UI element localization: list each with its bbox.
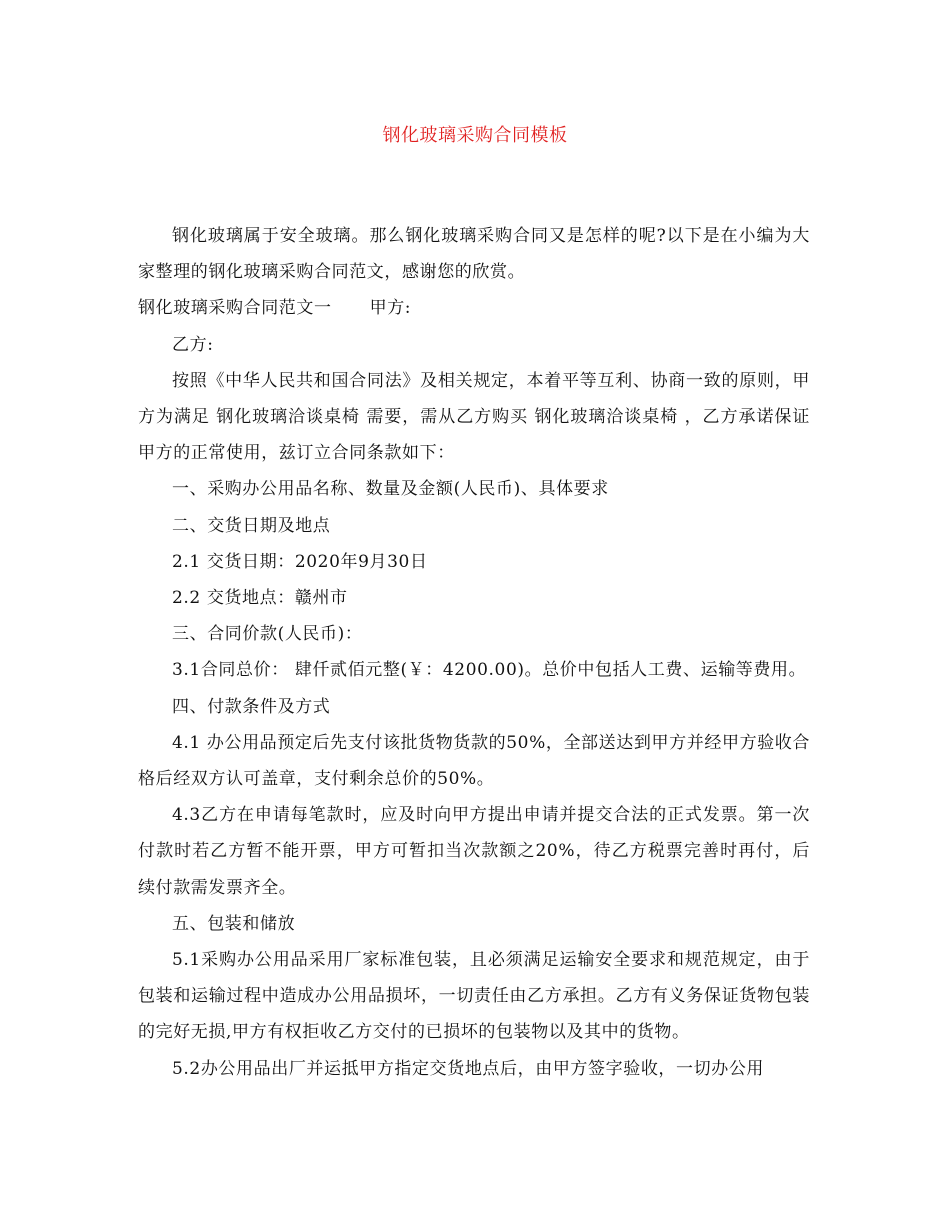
- clause-2-2: 2.2 交货地点：赣州市: [172, 588, 348, 609]
- clause-5-1: 5.1采购办公用品采用厂家标准包装，且必须满足运输安全要求和规范规定，由于包装和运输过程中造成办公用品损坏，一切责任由乙方承担。乙方有义务保证货物包装的完好无损,甲方有权拒收乙方交付的已损坏的包装物以及其中的货物。: [138, 950, 810, 1043]
- intro-paragraph: 钢化玻璃属于安全玻璃。那么钢化玻璃采购合同又是怎样的呢?以下是在小编为大家整理的钢化玻璃采购合同范文，感谢您的欣赏。: [138, 226, 810, 283]
- sample-heading-line: [138, 290, 810, 326]
- preamble-paragraph: 按照《中华人民共和国合同法》及相关规定，本着平等互利、协商一致的原则，甲方为满足 钢化玻璃洽谈桌椅 需要，需从乙方购买 钢化玻璃洽谈桌椅 ，乙方承诺保证甲方的正常使用，兹订立合同条款如下：: [138, 370, 810, 464]
- section-4-heading: 四、付款条件及方式: [172, 696, 331, 717]
- clause-4-3: 4.3乙方在申请每笔款时，应及时向甲方提出申请并提交合法的正式发票。第一次付款时若乙方暂不能开票，甲方可暂扣当次款额之20%，待乙方税票完善时再付，后续付款需发票齐全。: [138, 805, 810, 898]
- document-body: [138, 218, 810, 1087]
- party-b-label: 乙方:: [172, 334, 214, 355]
- document-title: 钢化玻璃采购合同模板: [382, 125, 568, 146]
- sample-heading: 钢化玻璃采购合同范文一: [138, 298, 332, 319]
- clause-3-1: 3.1合同总价： 肆仟贰佰元整(￥：4200.00)。总价中包括人工费、运输等费用。: [172, 660, 807, 681]
- clause-2-1: 2.1 交货日期：2020年9月30日: [172, 551, 428, 572]
- section-3-heading: 三、合同价款(人民币)：: [172, 624, 363, 645]
- section-5-heading: 五、包装和储放: [172, 913, 296, 934]
- section-2-heading: 二、交货日期及地点: [172, 515, 331, 536]
- party-a-label: 甲方:: [369, 298, 412, 319]
- clause-4-1: 4.1 办公用品预定后先支付该批货物货款的50%，全部送达到甲方并经甲方验收合格后经双方认可盖章，支付剩余总价的50%。: [138, 732, 810, 790]
- section-1-heading: 一、采购办公用品名称、数量及金额(人民币)、具体要求: [172, 479, 609, 500]
- clause-5-2: 5.2办公用品出厂并运抵甲方指定交货地点后，由甲方签字验收，一切办公用: [172, 1058, 765, 1079]
